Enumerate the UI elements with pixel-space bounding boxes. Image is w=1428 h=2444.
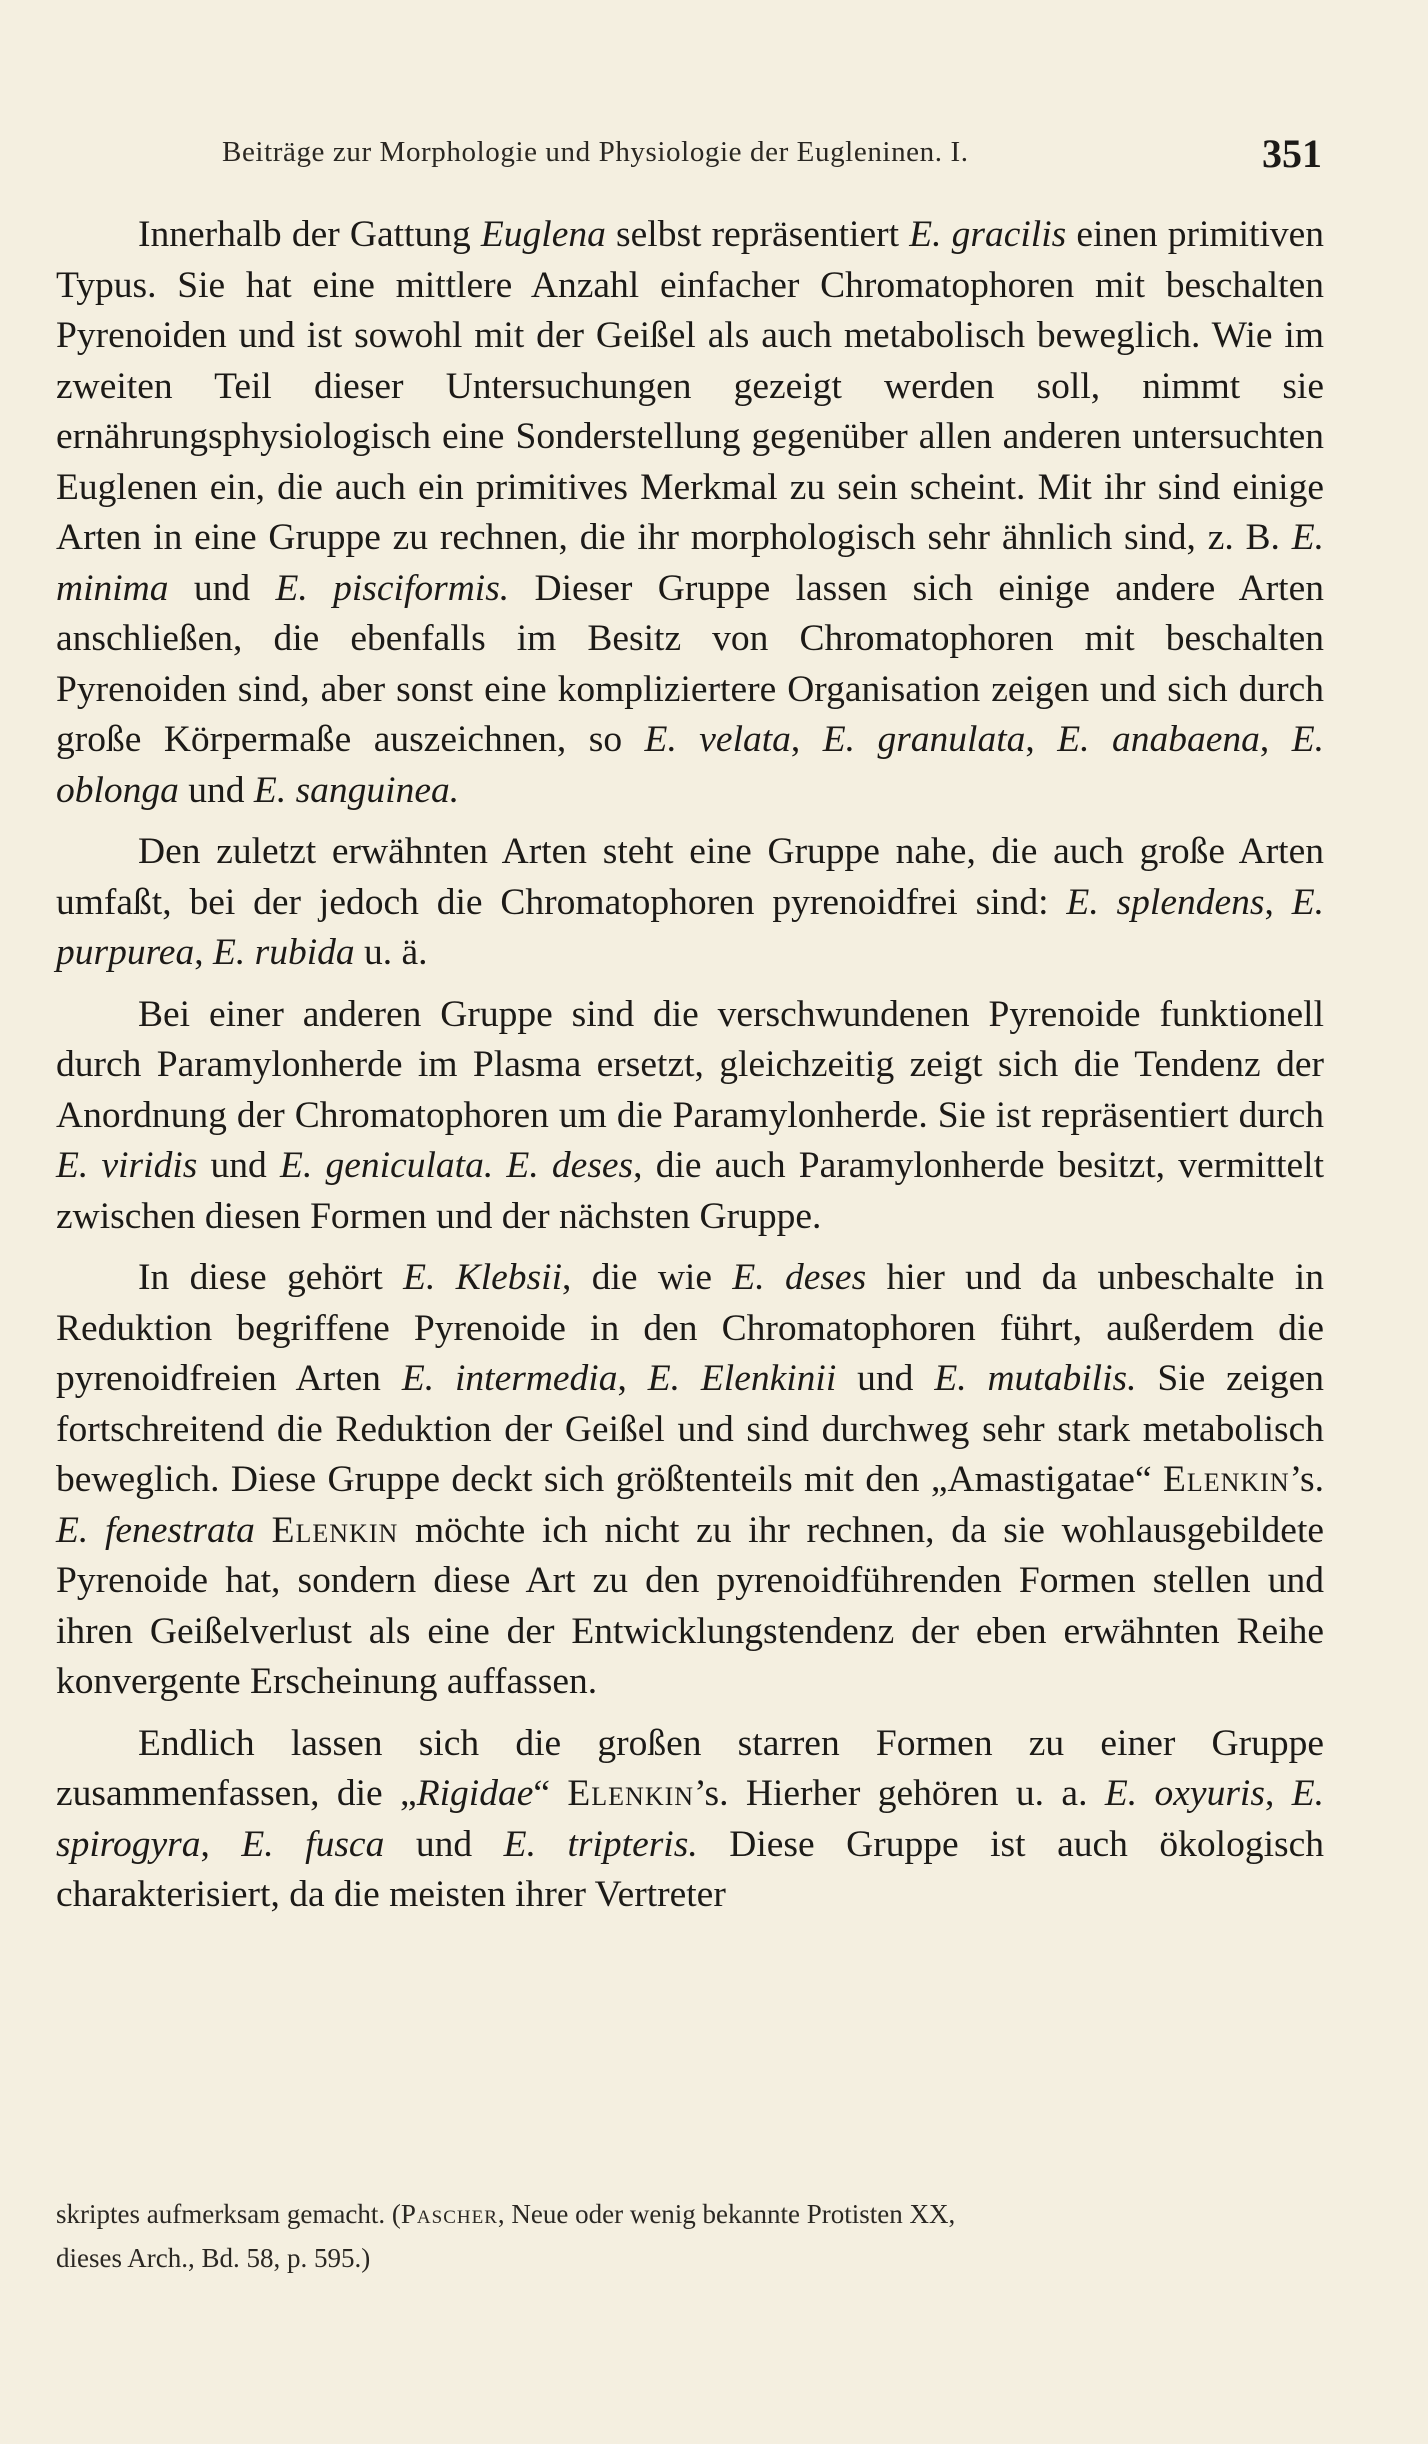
text-run: und [178, 769, 254, 811]
footnote-text: , Neue oder wenig bekannte Protisten XX, [497, 2199, 956, 2229]
species-name: E. gracilis [909, 214, 1067, 255]
text-run: u. ä. [354, 932, 428, 973]
species-name: E. minima [56, 517, 1324, 609]
species-name: E. splendens [1066, 881, 1265, 923]
species-name: E. oxyuris [1104, 1773, 1265, 1814]
author-name: Pascher [400, 2199, 498, 2229]
text-run [255, 1510, 272, 1551]
text-run: , [617, 1358, 648, 1399]
text-run: Den zuletzt erwähnten Arten steht eine Gruppe nahe, die auch große Arten umfaßt, bei der jedoch die Chromatophoren pyrenoidfrei sind: [56, 831, 1324, 923]
page-header [222, 130, 1322, 190]
footnote-line: dieses Arch., Bd. 58, p. 595.) [56, 2243, 371, 2273]
text-run: möchte ich nicht zu ihr rechnen, da sie wohlausgebildete Pyrenoide hat, sondern diese Art zu den pyrenoidführenden Formen stellen und ihren Geißelverlust als eine der Entwicklungstendenz der eben erwähnten Reihe konvergente Erscheinung auffassen. [56, 1509, 1325, 1702]
text-run: und [197, 1145, 281, 1186]
text-run: selbst repräsentiert [605, 214, 910, 255]
footnote [56, 2192, 1324, 2280]
species-name: E. anabaena [1057, 719, 1260, 760]
species-name: E. fusca [241, 1823, 385, 1865]
text-run: “ [533, 1773, 568, 1814]
species-name: E. fenestrata [56, 1509, 255, 1551]
text-run: , [1259, 719, 1292, 760]
text-run: , [200, 1823, 242, 1865]
text-run: , die wie [561, 1257, 733, 1298]
paragraph [56, 827, 1324, 979]
paragraph [56, 1719, 1324, 1921]
text-run: und [384, 1823, 504, 1865]
species-name: E. sanguinea. [253, 769, 460, 811]
species-name: E. Elenkinii [647, 1358, 837, 1399]
text-run [493, 1145, 506, 1186]
text-run: Sie zeigen fortschreitend die Reduktion der Geißel und sind durchweg sehr stark metabolisch beweglich. Diese Gruppe deckt sich größtenteils mit den „Amastigatae“ [56, 1358, 1325, 1500]
text-run: , [1025, 719, 1058, 760]
text-run: Bei einer anderen Gruppe sind die verschwundenen Pyrenoide funktionell durch Paramylonherde im Plasma ersetzt, gleichzeitig zeigt sich die Tendenz der Anordnung der Chromatophoren um die Paramylonherde. Sie ist repräsentiert durch [56, 993, 1324, 1136]
species-name: E. intermedia [401, 1358, 618, 1399]
text-run: ’s. Hierher gehören u. a. [694, 1773, 1105, 1814]
page-number: 351 [1262, 131, 1322, 176]
species-name: E. oblonga [56, 719, 1324, 811]
species-name: E. rubida [212, 932, 355, 973]
species-name: Euglena [480, 214, 606, 255]
text-run: , die auch Paramylonherde besitzt, vermittelt zwischen diesen Formen und der nächsten Gruppe. [56, 1145, 1325, 1237]
species-name: Rigidae [416, 1773, 534, 1814]
species-name: E. velata [644, 719, 791, 760]
text-run: und [168, 567, 276, 609]
species-name: E. spirogyra [56, 1773, 1325, 1865]
author-name: Elenkin [567, 1773, 695, 1814]
text-run: , [790, 719, 823, 760]
species-name: E. purpurea [56, 881, 1324, 973]
footnote-text: skriptes aufmerksam gemacht. ( [56, 2199, 401, 2229]
text-run: und [836, 1358, 935, 1399]
text-run: , [1264, 881, 1292, 923]
species-name: E. deses [732, 1257, 867, 1298]
species-name: E. pisciformis. [275, 567, 510, 609]
species-name: E. mutabilis. [934, 1358, 1137, 1399]
species-name: E. deses [506, 1145, 634, 1186]
paragraph [56, 990, 1324, 1243]
text-run: Diese Gruppe ist auch ökologisch charakterisiert, da die meisten ihrer Vertreter [56, 1823, 1324, 1915]
species-name: E. viridis [56, 1145, 198, 1186]
text-run: Endlich lassen sich die großen starren Formen zu einer Gruppe zusammenfassen, die „ [56, 1722, 1324, 1814]
species-name: E. Klebsii [403, 1257, 562, 1298]
paragraph [56, 210, 1324, 816]
author-name: Elenkin [271, 1509, 399, 1551]
text-run: , [1264, 1773, 1292, 1814]
species-name: E. tripteris. [503, 1823, 698, 1865]
footnote-line [56, 2192, 1324, 2236]
text-run: hier und da unbeschalte in Reduktion begriffene Pyrenoide in den Chromatophoren führt, außerdem die pyrenoidfreien Arten [56, 1257, 1324, 1399]
text-run: ’s. [1289, 1459, 1324, 1500]
text-run: Innerhalb der Gattung [138, 214, 481, 255]
text-run: einen primitiven Typus. Sie hat eine mittlere Anzahl einfacher Chromatophoren mit beschalten Pyrenoiden und ist sowohl mit der Geißel als auch metabolisch beweglich. Wie im zweiten Teil dieser Untersuchungen gezeigt werden soll, nimmt sie ernährungsphysiologisch eine Sonderstellung gegenüber allen anderen untersuchten Euglenen ein, die auch ein primitives Merkmal zu sein scheint. Mit ihr sind einige Arten in eine Gruppe zu rechnen, die ihr morphologisch sehr ähnlich sind, z. B. [56, 214, 1325, 558]
text-run: Dieser Gruppe lassen sich einige andere Arten anschließen, die ebenfalls im Besitz von Chromatophoren mit beschalten Pyrenoiden sind, aber sonst eine kompliziertere Organisation zeigen und sich durch große Körpermaße auszeichnen, so [56, 567, 1324, 760]
species-name: E. geniculata. [280, 1145, 494, 1186]
species-name: E. granulata [822, 719, 1026, 760]
text-run: In diese gehört [138, 1257, 404, 1298]
paragraph [56, 1253, 1324, 1708]
running-head: Beiträge zur Morphologie und Physiologie der Eugleninen. I. [222, 136, 969, 168]
body-text [56, 210, 1324, 1921]
text-run: , [194, 932, 213, 973]
author-name: Elenkin [1162, 1459, 1290, 1500]
